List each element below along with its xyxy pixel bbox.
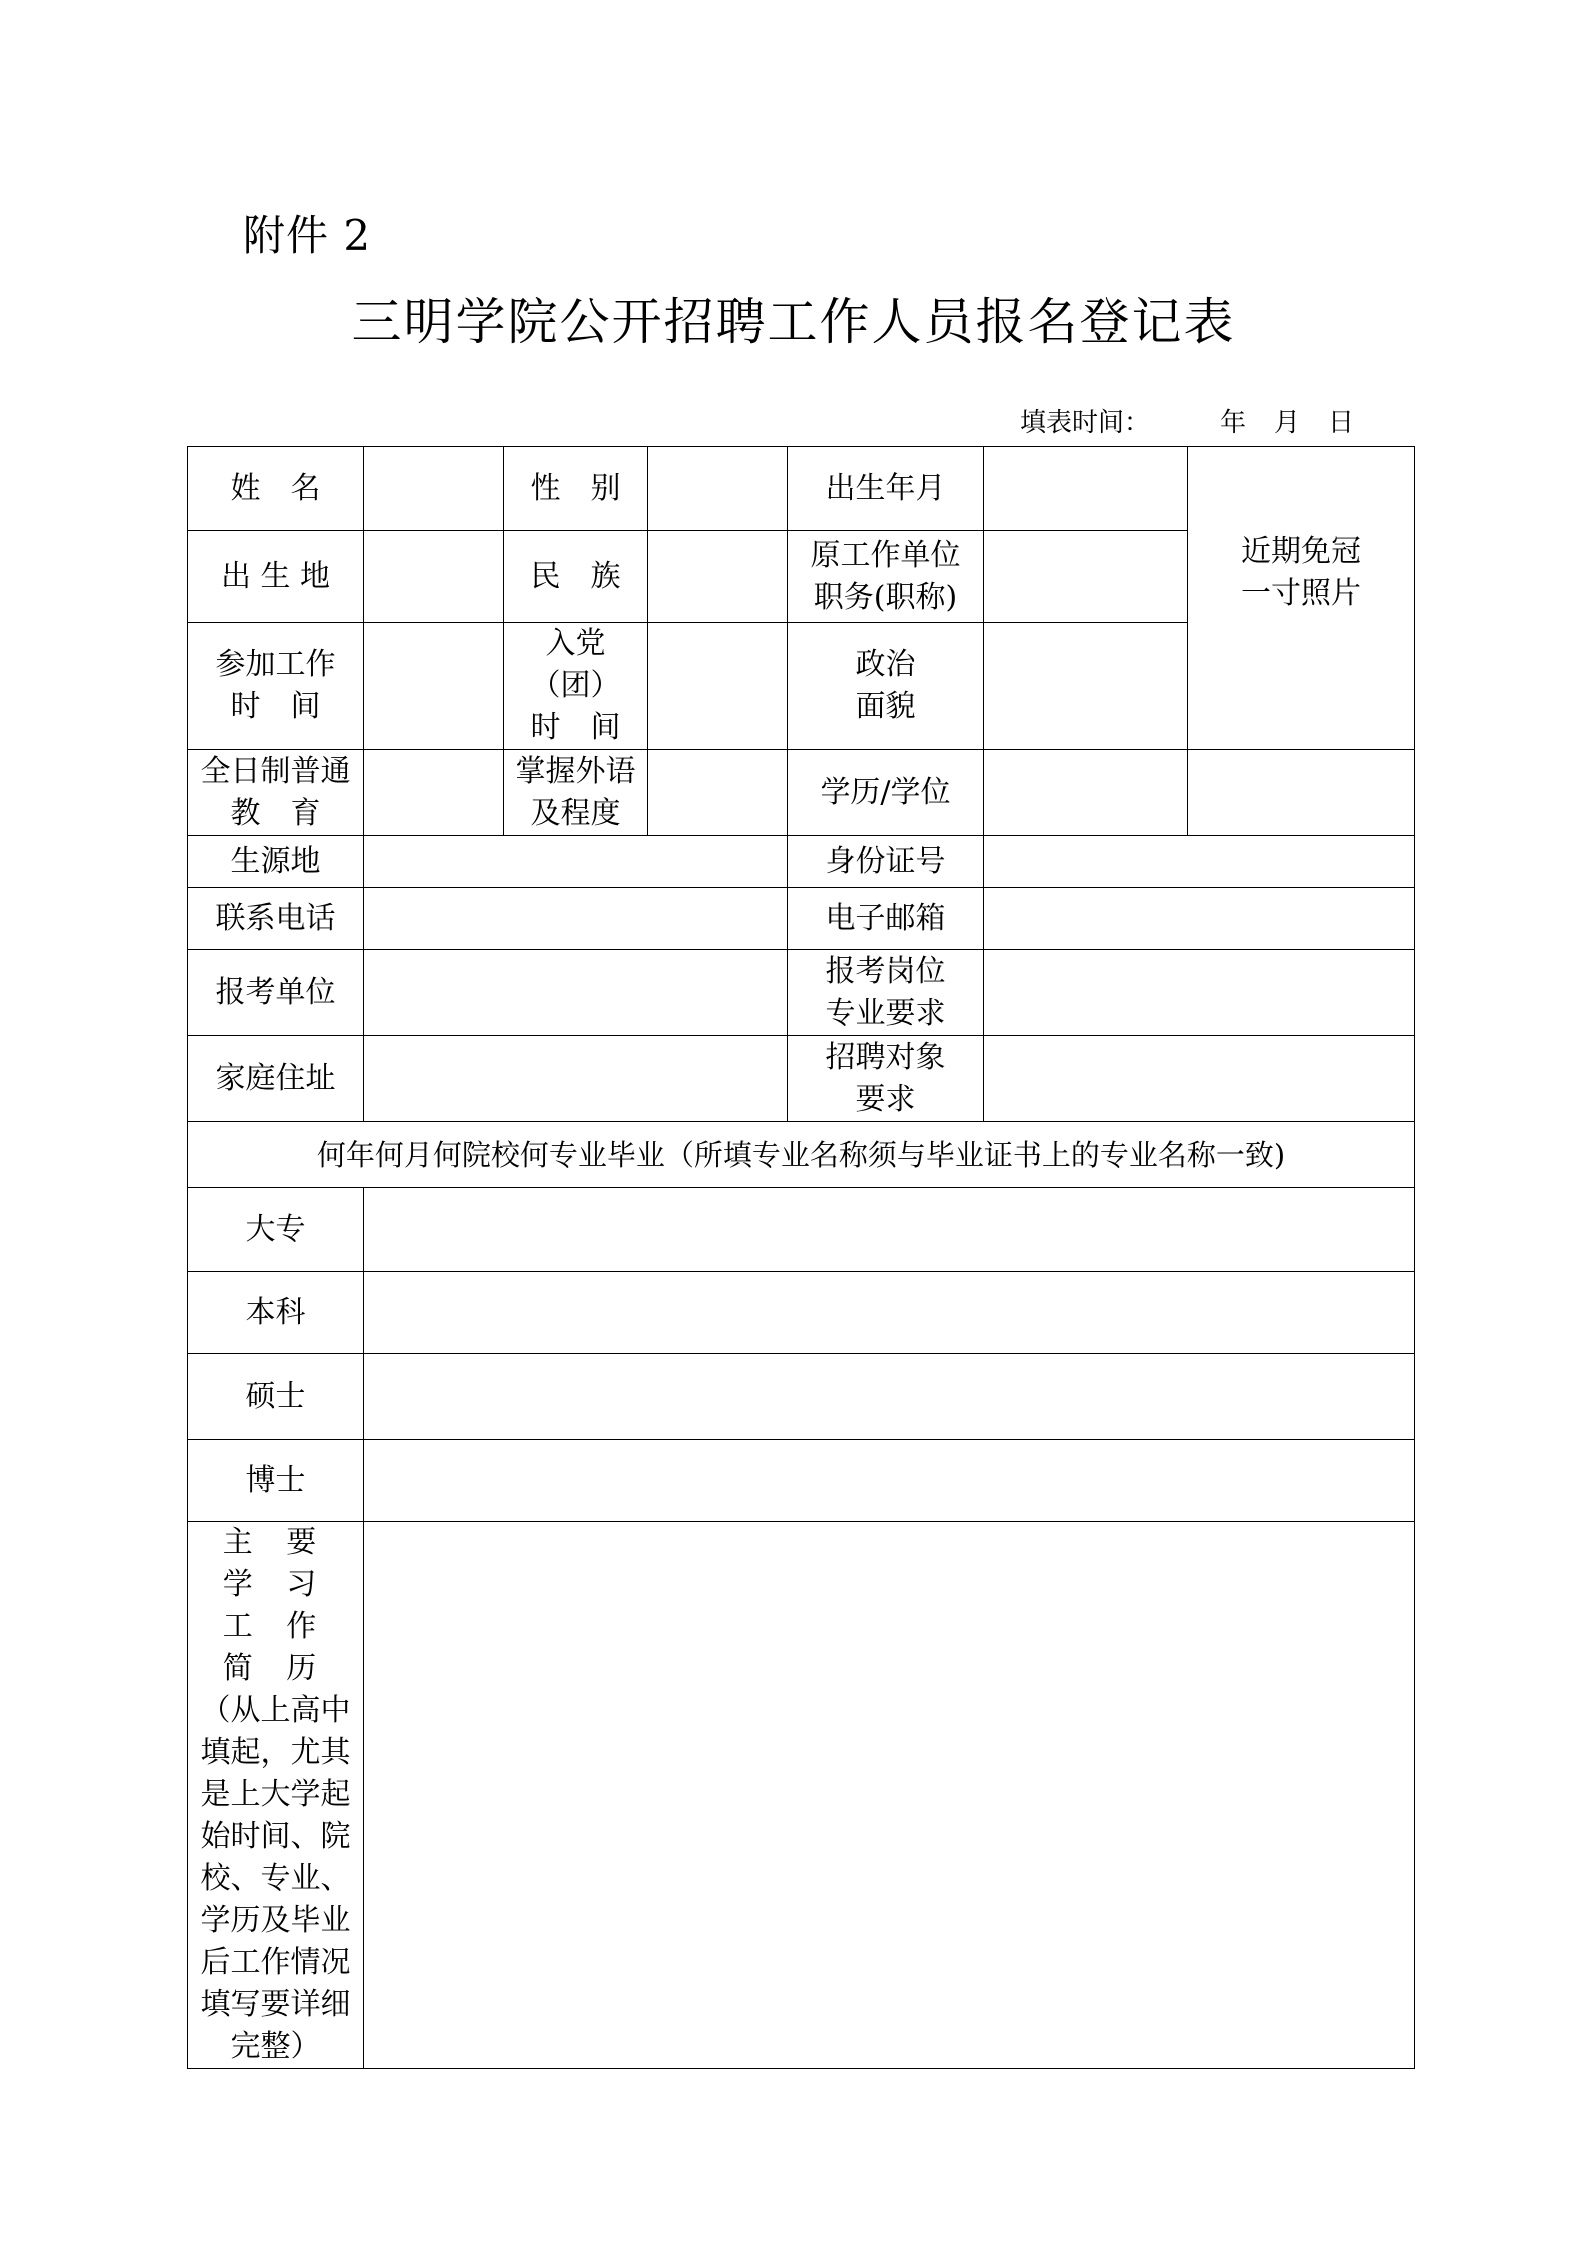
- field-birth[interactable]: [984, 447, 1188, 531]
- fill-date-month: 月: [1274, 408, 1301, 438]
- label-master: 硕士: [188, 1354, 364, 1440]
- field-politics[interactable]: [984, 623, 1188, 750]
- field-doctor[interactable]: [364, 1440, 1415, 1522]
- field-bachelor[interactable]: [364, 1272, 1415, 1354]
- field-master[interactable]: [364, 1354, 1415, 1440]
- label-birth: 出生年月: [788, 447, 984, 531]
- attachment-number: 附件 2: [243, 211, 372, 260]
- label-degree: 学历/学位: [788, 750, 984, 836]
- graduation-header: 何年何月何院校何专业毕业（所填专业名称须与毕业证书上的专业名称一致): [188, 1122, 1415, 1188]
- field-fulltime-edu[interactable]: [364, 750, 504, 836]
- field-target-req[interactable]: [984, 1036, 1415, 1122]
- field-degree-extra[interactable]: [1188, 750, 1415, 836]
- label-name: 姓 名: [188, 447, 364, 531]
- fill-date: [1020, 405, 1354, 441]
- field-party[interactable]: [648, 623, 788, 750]
- label-origin: 生源地: [188, 836, 364, 888]
- label-doctor: 博士: [188, 1440, 364, 1522]
- fill-date-day: 日: [1328, 408, 1355, 438]
- field-phone[interactable]: [364, 888, 788, 950]
- field-degree[interactable]: [984, 750, 1188, 836]
- field-origin[interactable]: [364, 836, 788, 888]
- field-orig-job[interactable]: [984, 531, 1188, 623]
- label-resume: [188, 1522, 364, 2069]
- label-address: 家庭住址: [188, 1036, 364, 1122]
- resume-note: （从上高中填起，尤其是上大学起始时间、院校、专业、学历及毕业后工作情况填写要详细完整）: [200, 1693, 351, 2064]
- field-language[interactable]: [648, 750, 788, 836]
- field-post-major[interactable]: [984, 950, 1415, 1036]
- fill-date-year: 年: [1220, 408, 1247, 438]
- label-bachelor: 本科: [188, 1272, 364, 1354]
- field-birthplace[interactable]: [364, 531, 504, 623]
- label-party: 入党（团） 时 间: [504, 623, 648, 750]
- label-email: 电子邮箱: [788, 888, 984, 950]
- field-apply-unit[interactable]: [364, 950, 788, 1036]
- label-politics: 政治 面貌: [788, 623, 984, 750]
- label-id-no: 身份证号: [788, 836, 984, 888]
- label-work-start: 参加工作 时 间: [188, 623, 364, 750]
- registration-form-table: [187, 446, 1415, 2069]
- label-orig-job: 原工作单位 职务(职称): [788, 531, 984, 623]
- resume-title: 主 要 学 习 工 作 简 历: [222, 1525, 329, 1686]
- field-ethnic[interactable]: [648, 531, 788, 623]
- field-resume[interactable]: [364, 1522, 1415, 2069]
- field-gender[interactable]: [648, 447, 788, 531]
- label-apply-unit: 报考单位: [188, 950, 364, 1036]
- label-college: 大专: [188, 1188, 364, 1272]
- label-fulltime-edu: 全日制普通 教 育: [188, 750, 364, 836]
- label-language: 掌握外语 及程度: [504, 750, 648, 836]
- field-id-no[interactable]: [984, 836, 1415, 888]
- field-name[interactable]: [364, 447, 504, 531]
- page-title: 三明学院公开招聘工作人员报名登记表: [351, 293, 1236, 351]
- label-birthplace: 出 生 地: [188, 531, 364, 623]
- field-address[interactable]: [364, 1036, 788, 1122]
- photo-box[interactable]: 近期免冠 一寸照片: [1188, 447, 1415, 750]
- label-ethnic: 民 族: [504, 531, 648, 623]
- fill-date-label: 填表时间：: [1020, 408, 1151, 438]
- field-work-start[interactable]: [364, 623, 504, 750]
- label-post-major: 报考岗位 专业要求: [788, 950, 984, 1036]
- label-phone: 联系电话: [188, 888, 364, 950]
- field-email[interactable]: [984, 888, 1415, 950]
- label-target-req: 招聘对象 要求: [788, 1036, 984, 1122]
- field-college[interactable]: [364, 1188, 1415, 1272]
- label-gender: 性 别: [504, 447, 648, 531]
